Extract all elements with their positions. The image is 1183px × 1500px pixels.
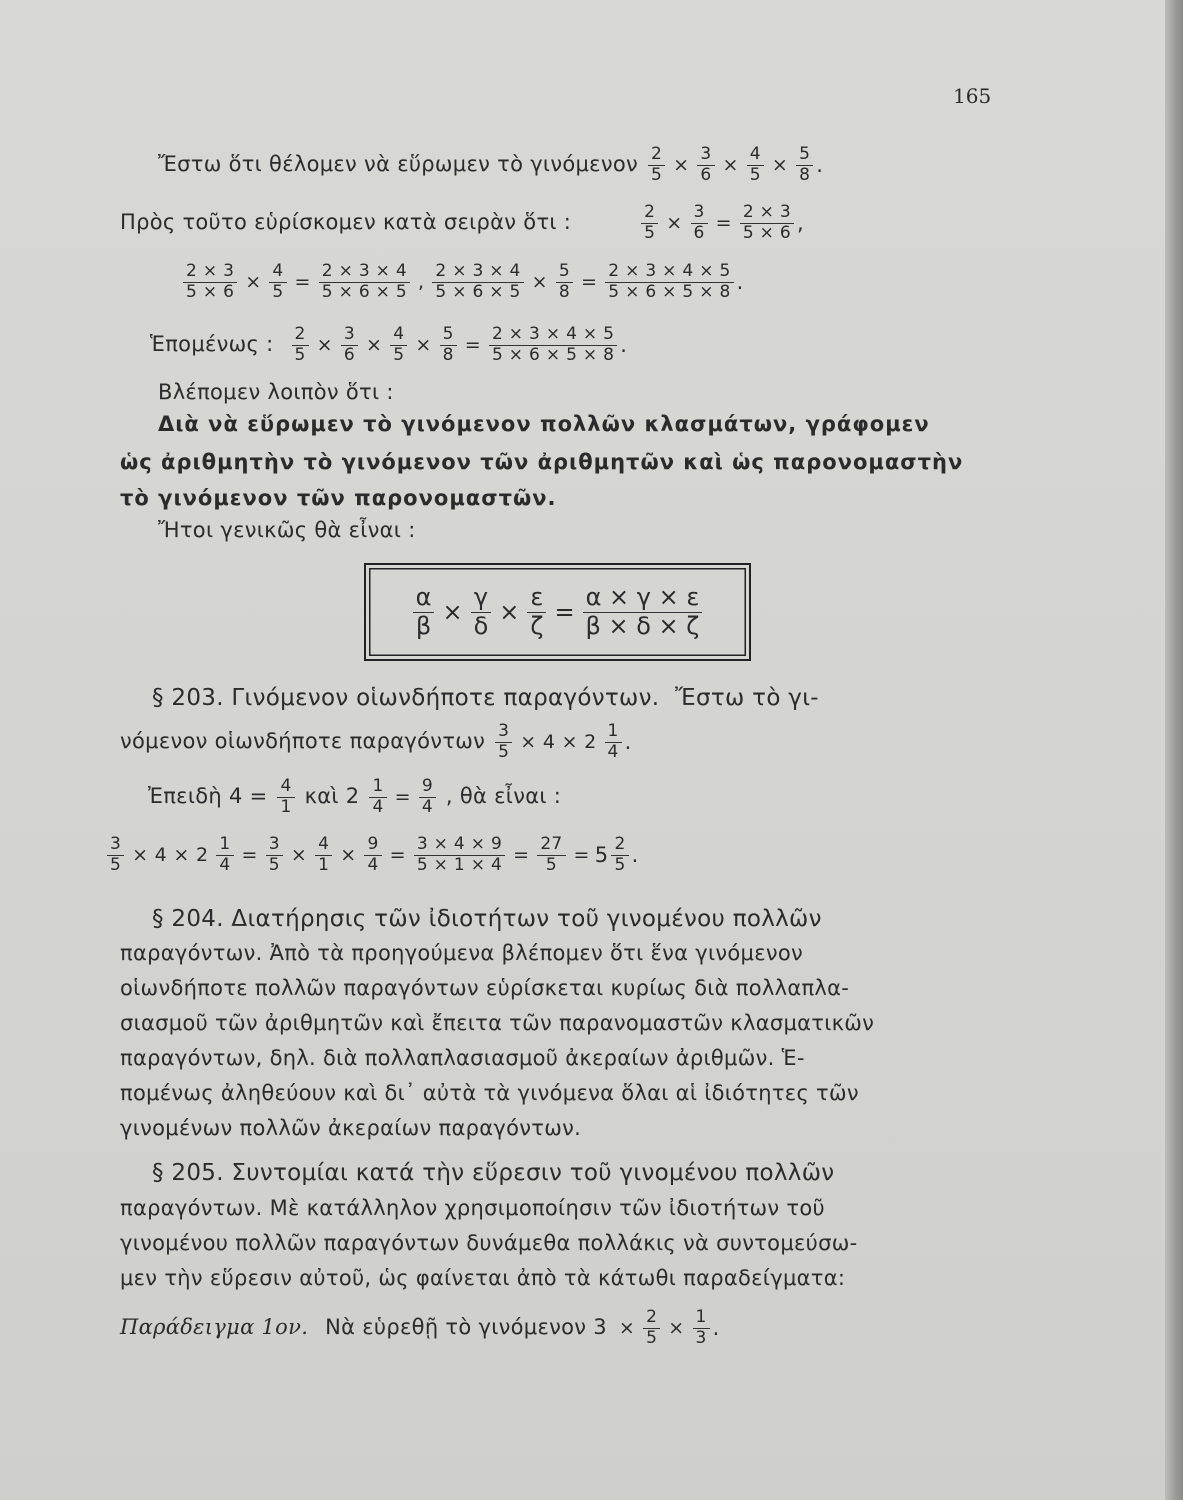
section-205-heading: § 205. Συντομίαι κατά τὴν εὕρεσιν τοῦ γινομένου πολλῶν [152,1160,835,1186]
step-line [120,203,804,243]
general-formula-box [364,563,751,661]
section-204-line: οἱωνδήποτε πολλῶν παραγόντων εὑρίσκεται κυρίως διὰ πολλαπλα- [120,976,850,1000]
rule-line-3: τὸ γινόμενον τῶν παρονομαστῶν. [120,486,557,510]
fraction: $\frac{5}{8}$ [440,325,457,365]
fraction: $\frac{1}{4}$ [605,722,622,762]
fraction: $\frac{\alpha}{\beta}$ [413,584,435,640]
fraction: $\frac{4}{5}$ [747,145,764,185]
page-edge [1165,0,1183,1500]
section-205-line: γινομένου πολλῶν παραγόντων δυνάμεθα πολλάκις νὰ συντομεύσω- [120,1231,858,1255]
fraction: $\frac{2}{5}$ [641,203,658,243]
step-expression-2: $\frac{2 \times 3}{5 \times 6}$ × $\frac{4}{5}$ = $\frac{2 \times 3 \times 4}{5 \times 6 \times 5}$ , $\frac{2 \times 3 \times 4}{5 \times 6 \times 5}$ × $\frac{5}{8}$ = $\frac{2 \times 3 \times 4 \times 5}{5 \times 6 \times 5 \times 8}$ . [180,262,744,302]
fraction: $\frac{2}{5}$ [643,1308,660,1348]
fraction: $\frac{27}{5}$ [537,835,565,875]
fraction: $\frac{5}{8}$ [796,145,813,185]
fraction: $\frac{4}{5}$ [390,325,407,365]
fraction: $\frac{4}{1}$ [277,777,294,817]
fraction: $\frac{2 \times 3 \times 4}{5 \times 6 \times 5}$ [319,262,410,302]
section-204-line: γινομένων πολλῶν ἀκεραίων παραγόντων. [120,1116,582,1140]
section-204-line: σιασμοῦ τῶν ἀριθμητῶν καὶ ἔπειτα τῶν παρανομαστῶν κλασματικῶν [120,1011,875,1035]
since-expression [274,777,297,817]
since-expression-2: $\frac{1}{4}$ = $\frac{9}{4}$ [366,777,438,817]
step-line-2 [180,262,744,302]
therefore-line [150,325,627,365]
step-expression: $\frac{2}{5}$ × $\frac{3}{6}$ = $\frac{2 \times 3}{5 \times 6}$ , [638,203,804,243]
therefore-text: Ἑπομένως : [150,332,274,357]
since-line [148,777,561,817]
conclusion-intro: Βλέπομεν λοιπὸν ὅτι : [158,380,394,404]
fraction: $\frac{2 \times 3 \times 4 \times 5}{5 \times 6 \times 5 \times 8}$ [605,262,733,302]
section-205-line: μεν τὴν εὕρεσιν αὐτοῦ, ὡς φαίνεται ἀπὸ τὰ κάτωθι παραδείγματα: [120,1266,846,1290]
fraction: $\frac{2}{5}$ [611,835,628,875]
example-expression: × $\frac{2}{5}$ × $\frac{1}{3}$ . [618,1307,720,1348]
and-text: καὶ 2 [304,784,360,809]
example-line [120,1308,720,1348]
fraction: $\frac{2 \times 3 \times 4}{5 \times 6 \times 5}$ [432,262,523,302]
product-expression: $\frac{2}{5}$ × $\frac{3}{6}$ × $\frac{4}{5}$ × $\frac{5}{8}$ . [645,145,823,185]
section-204-line: παραγόντων, δηλ. διὰ πολλαπλασιασμοῦ ἀκεραίων ἀριθμῶν. Ἑ- [120,1046,805,1070]
fraction: $\frac{2 \times 3 \times 4 \times 5}{5 \times 6 \times 5 \times 8}$ [489,325,617,365]
fraction: $\frac{\gamma}{\delta}$ [471,584,492,640]
section-205-line: παραγόντων. Μὲ κατάλληλον χρησιμοποίησιν τῶν ἰδιοτήτων τοῦ [120,1196,825,1220]
fraction: $\frac{1}{4}$ [369,777,386,817]
fraction: $\frac{3}{6}$ [697,145,714,185]
will-be-text: , θὰ εἶναι : [445,784,562,809]
rule-line-1: Διὰ νὰ εὕρωμεν τὸ γινόμενον πολλῶν κλασμάτων, γράφομεν [158,412,930,436]
rule-line-2: ὡς ἀριθμητὴν τὸ γινόμενον τῶν ἀριθμητῶν καὶ ὡς παρονομαστὴν [120,450,964,474]
fraction: $\frac{1}{3}$ [693,1308,710,1348]
fraction: $\frac{3}{6}$ [691,203,708,243]
section-203-line [152,685,819,711]
calc-line [104,835,639,875]
fraction: $\frac{2 \times 3}{5 \times 6}$ [183,262,237,302]
fraction: $\frac{2}{5}$ [648,145,665,185]
fraction: $\frac{\alpha \times \gamma \times \varepsilon}{\beta \times \delta \times \zeta}$ [583,584,703,640]
fraction: $\frac{5}{8}$ [556,262,573,302]
therefore-expression: $\frac{2}{5}$ × $\frac{3}{6}$ × $\frac{4}{5}$ × $\frac{5}{8}$ = $\frac{2 \times 3 \times 4 \times 5}{5 \times 6 \times 5 \times 8}$ . [289,325,628,365]
fraction: $\frac{3 \times 4 \times 9}{5 \times 1 \times 4}$ [414,835,505,875]
section-203-line-2 [120,722,632,762]
since-text: Ἐπειδὴ 4 = [148,784,268,809]
section-204-line: παραγόντων. Ἀπὸ τὰ προηγούμενα βλέπομεν ὅτι ἕνα γινόμενον [120,941,804,965]
intro-line [158,145,823,185]
mixed-product: $\frac{3}{5}$ × 4 × 2 $\frac{1}{4}$ . [492,722,631,762]
intro-text: Ἔστω ὅτι θέλομεν νὰ εὕρωμεν τὸ γινόμενον [158,152,639,177]
fraction: $\frac{3}{5}$ [107,835,124,875]
section-203-text: Ἔστω τὸ γι- [675,685,819,711]
fraction: $\frac{9}{4}$ [364,835,381,875]
calculation: $\frac{3}{5}$ × 4 × 2 $\frac{1}{4}$ = $\frac{3}{5}$ × $\frac{4}{1}$ × $\frac{9}{4}$ = $\frac{3 \times 4 \times 9}{5 \times 1 \times 4}$ = $\frac{27}{5}$ = 5 $\frac{2}{5}$ . [104,835,639,875]
fraction: $\frac{4}{1}$ [315,835,332,875]
fraction: $\frac{9}{4}$ [419,777,436,817]
general-intro: Ἤτοι γενικῶς θὰ εἶναι : [158,518,416,542]
example-label: Παράδειγμα 1ον. [120,1315,309,1340]
step-text: Πρὸς τοῦτο εὑρίσκομεν κατὰ σειρὰν ὅτι : [120,210,572,235]
fraction: $\frac{3}{5}$ [495,722,512,762]
fraction: $\frac{2 \times 3}{5 \times 6}$ [740,203,794,243]
fraction: $\frac{2}{5}$ [292,325,309,365]
fraction: $\frac{3}{5}$ [266,835,283,875]
fraction: $\frac{4}{5}$ [269,262,286,302]
example-text: Νὰ εὑρεθῇ τὸ γινόμενον 3 [325,1315,607,1340]
section-204-heading: § 204. Διατήρησις τῶν ἰδιοτήτων τοῦ γινομένου πολλῶν [152,906,822,932]
fraction: $\frac{3}{6}$ [341,325,358,365]
section-203-text-2: νόμενον οἱωνδήποτε παραγόντων [120,729,486,754]
section-203-heading: § 203. Γινόμενον οἱωνδήποτε παραγόντων. [152,685,660,711]
page-number: 165 [953,84,992,108]
general-formula: $\frac{\alpha}{\beta}$ × $\frac{\gamma}{\delta}$ × $\frac{\varepsilon}{\zeta}$ = $\frac{\alpha \times \gamma \times \varepsilon}{\beta \times \delta \times \zeta}$ [410,584,706,640]
fraction: $\frac{1}{4}$ [216,835,233,875]
section-204-line: πομένως ἀληθεύουν καὶ δι᾽ αὐτὰ τὰ γινόμενα ὅλαι αἱ ἰδιότητες τῶν [120,1081,859,1105]
fraction: $\frac{\varepsilon}{\zeta}$ [527,584,546,640]
